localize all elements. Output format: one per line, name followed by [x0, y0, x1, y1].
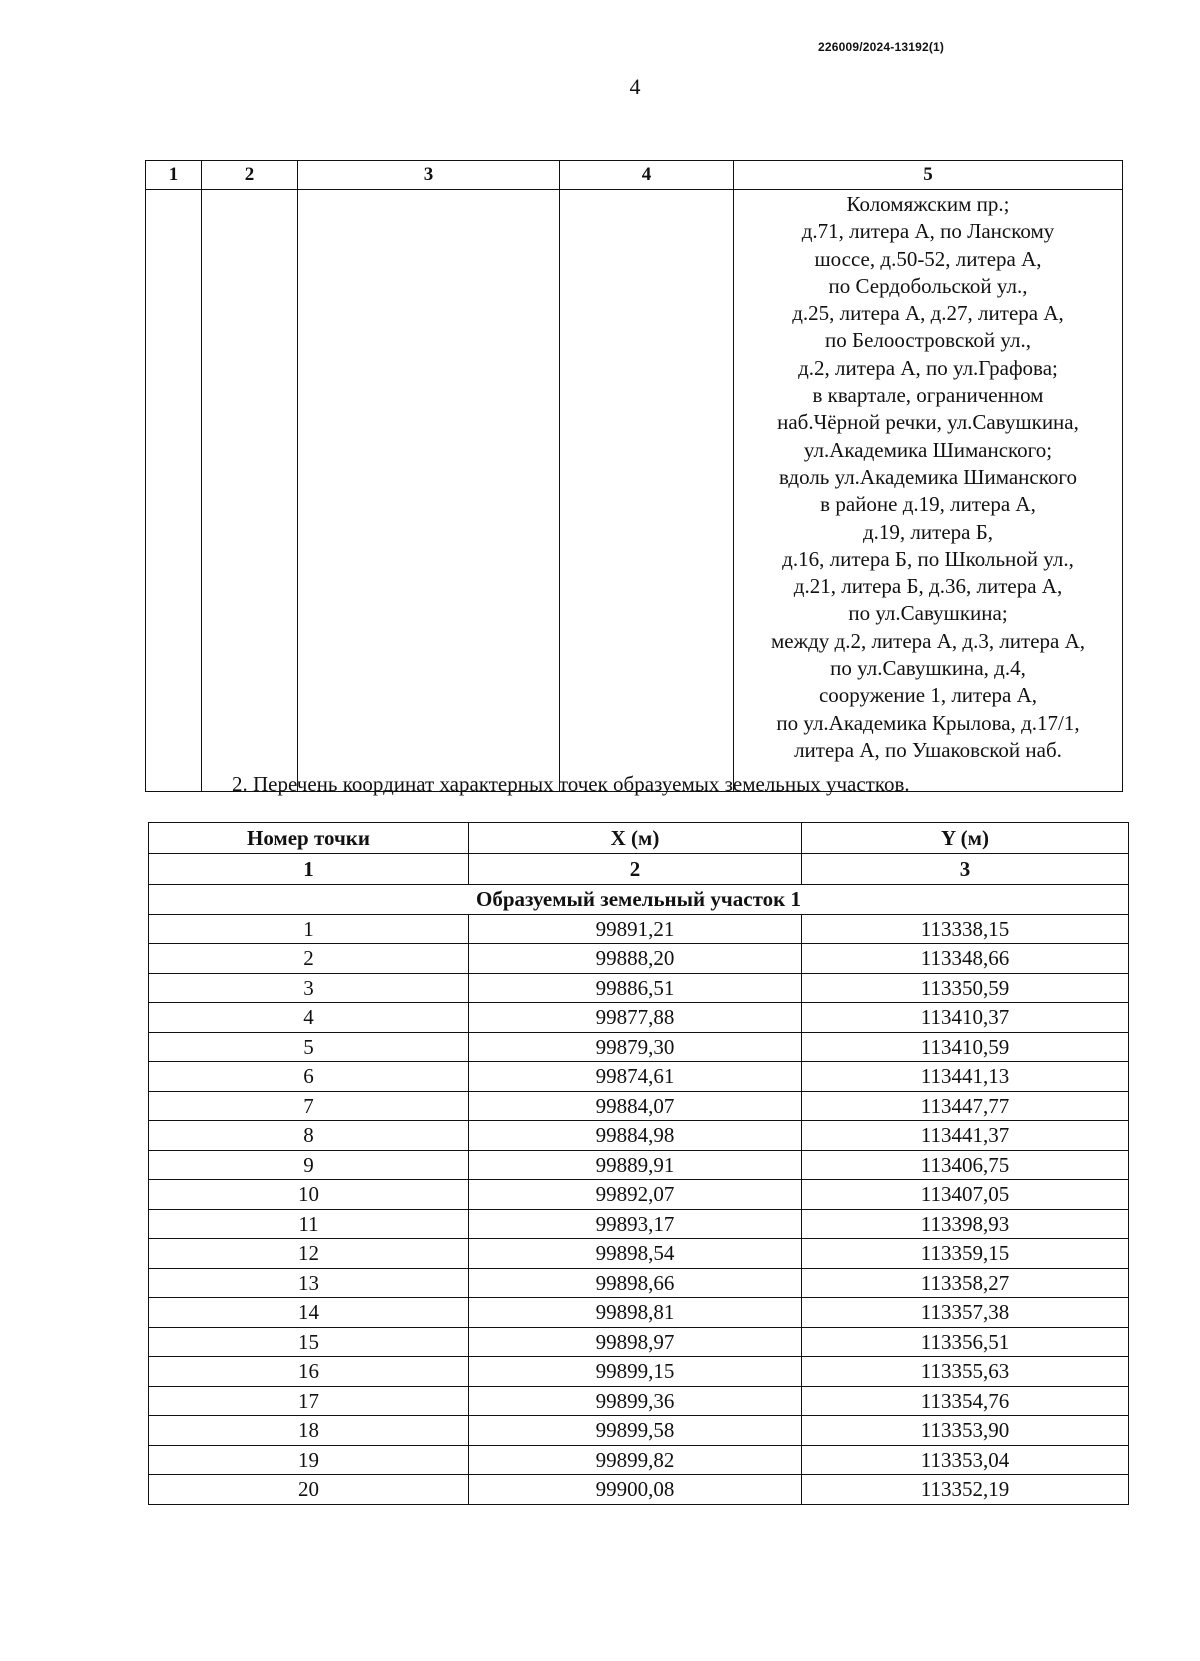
table-row [149, 1121, 1129, 1151]
header-x: X (м) [469, 823, 802, 854]
y-coordinate-cell: 113357,38 [802, 1298, 1129, 1328]
address-line: д.16, литера Б, по Школьной ул., [782, 546, 1074, 571]
x-coordinate-cell: 99892,07 [469, 1180, 802, 1210]
y-coordinate-cell: 113356,51 [802, 1327, 1129, 1357]
table-row [149, 1062, 1129, 1092]
table-row [149, 1357, 1129, 1387]
point-number-cell: 17 [149, 1386, 469, 1416]
table-row [149, 1445, 1129, 1475]
y-coordinate-cell: 113407,05 [802, 1180, 1129, 1210]
point-number-cell: 3 [149, 973, 469, 1003]
y-coordinate-cell: 113441,13 [802, 1062, 1129, 1092]
empty-cell [202, 190, 298, 792]
empty-cell [298, 190, 560, 792]
address-line: д.2, литера А, по ул.Графова; [798, 355, 1058, 380]
header-point-number: Номер точки [149, 823, 469, 854]
y-coordinate-cell: 113441,37 [802, 1121, 1129, 1151]
coordinate-rows [149, 914, 1129, 1504]
point-number-cell: 2 [149, 944, 469, 974]
y-coordinate-cell: 113350,59 [802, 973, 1129, 1003]
point-number-cell: 8 [149, 1121, 469, 1151]
point-number-cell: 13 [149, 1268, 469, 1298]
x-coordinate-cell: 99898,54 [469, 1239, 802, 1269]
point-number-cell: 20 [149, 1475, 469, 1505]
point-number-cell: 7 [149, 1091, 469, 1121]
y-coordinate-cell: 113398,93 [802, 1209, 1129, 1239]
point-number-cell: 19 [149, 1445, 469, 1475]
address-line: Коломяжским пр.; [846, 192, 1010, 216]
y-coordinate-cell: 113353,04 [802, 1445, 1129, 1475]
y-coordinate-cell: 113410,59 [802, 1032, 1129, 1062]
column-number: 3 [298, 161, 560, 190]
table-row [149, 1032, 1129, 1062]
y-coordinate-cell: 113358,27 [802, 1268, 1129, 1298]
address-line: между д.2, литера А, д.3, литера А, [770, 628, 1086, 653]
address-line: д.21, литера Б, д.36, литера А, [793, 574, 1063, 599]
address-line: по Белоостровской ул., [825, 328, 1031, 353]
table-row [149, 1386, 1129, 1416]
column-number: 2 [202, 161, 298, 190]
point-number-cell: 11 [149, 1209, 469, 1239]
column-number: 5 [734, 161, 1123, 190]
address-description-cell [734, 190, 1123, 792]
empty-cell [146, 190, 202, 792]
address-line: д.71, литера А, по Ланскому [801, 219, 1055, 244]
table-row [149, 1416, 1129, 1446]
x-coordinate-cell: 99888,20 [469, 944, 802, 974]
point-number-cell: 1 [149, 914, 469, 944]
x-coordinate-cell: 99898,97 [469, 1327, 802, 1357]
table-row [149, 1091, 1129, 1121]
address-line: литера А, по Ушаковской наб. [794, 737, 1062, 762]
x-coordinate-cell: 99874,61 [469, 1062, 802, 1092]
document-number: 226009/2024-13192(1) [818, 40, 945, 54]
x-coordinate-cell: 99879,30 [469, 1032, 802, 1062]
x-coordinate-cell: 99886,51 [469, 973, 802, 1003]
point-number-cell: 9 [149, 1150, 469, 1180]
x-coordinate-cell: 99884,98 [469, 1121, 802, 1151]
table-row [149, 1150, 1129, 1180]
address-line: сооружение 1, литера А, [818, 683, 1038, 708]
table-row [149, 1327, 1129, 1357]
y-coordinate-cell: 113355,63 [802, 1357, 1129, 1387]
x-coordinate-cell: 99899,15 [469, 1357, 802, 1387]
column-numbers-row [149, 854, 1129, 885]
section-caption: 2. Перечень координат характерных точек образуемых земельных участков. [232, 772, 910, 796]
continuation-table-header [146, 161, 1123, 190]
address-line: по Сердобольской ул., [828, 273, 1028, 298]
x-coordinate-cell: 99898,81 [469, 1298, 802, 1328]
y-coordinate-cell: 113338,15 [802, 914, 1129, 944]
column-number: 4 [560, 161, 734, 190]
address-line: шоссе, д.50-52, литера А, [814, 246, 1042, 271]
address-line: вдоль ул.Академика Шиманского [779, 464, 1077, 489]
point-number-cell: 14 [149, 1298, 469, 1328]
section-row [149, 885, 1129, 915]
table-row [149, 1268, 1129, 1298]
address-line: в квартале, ограниченном [812, 383, 1044, 408]
point-number-cell: 18 [149, 1416, 469, 1446]
point-number-cell: 4 [149, 1003, 469, 1033]
point-number-cell: 10 [149, 1180, 469, 1210]
x-coordinate-cell: 99889,91 [469, 1150, 802, 1180]
x-coordinate-cell: 99884,07 [469, 1091, 802, 1121]
table-row [149, 914, 1129, 944]
address-line: д.25, литера А, д.27, литера А, [792, 301, 1064, 326]
column-number: 1 [149, 854, 469, 885]
coordinates-table [148, 822, 1129, 1505]
y-coordinate-cell: 113406,75 [802, 1150, 1129, 1180]
point-number-cell: 15 [149, 1327, 469, 1357]
point-number-cell: 6 [149, 1062, 469, 1092]
y-coordinate-cell: 113447,77 [802, 1091, 1129, 1121]
point-number-cell: 16 [149, 1357, 469, 1387]
x-coordinate-cell: 99899,58 [469, 1416, 802, 1446]
coordinates-table-header [149, 823, 1129, 854]
address-line: по ул.Савушкина; [848, 601, 1008, 626]
table-row [149, 1239, 1129, 1269]
empty-cell [560, 190, 734, 792]
table-row [149, 1003, 1129, 1033]
continuation-table [145, 160, 1123, 792]
x-coordinate-cell: 99900,08 [469, 1475, 802, 1505]
column-number: 3 [802, 854, 1129, 885]
x-coordinate-cell: 99899,36 [469, 1386, 802, 1416]
x-coordinate-cell: 99893,17 [469, 1209, 802, 1239]
y-coordinate-cell: 113354,76 [802, 1386, 1129, 1416]
header-y: Y (м) [802, 823, 1129, 854]
column-number: 2 [469, 854, 802, 885]
table-row [149, 973, 1129, 1003]
y-coordinate-cell: 113410,37 [802, 1003, 1129, 1033]
x-coordinate-cell: 99899,82 [469, 1445, 802, 1475]
x-coordinate-cell: 99898,66 [469, 1268, 802, 1298]
table-row [149, 1180, 1129, 1210]
address-line: д.19, литера Б, [862, 519, 994, 544]
continuation-table-row [146, 190, 1123, 792]
address-line: по ул.Савушкина, д.4, [830, 656, 1026, 681]
point-number-cell: 12 [149, 1239, 469, 1269]
point-number-cell: 5 [149, 1032, 469, 1062]
address-line: по ул.Академика Крылова, д.17/1, [776, 710, 1080, 735]
table-row [149, 1209, 1129, 1239]
y-coordinate-cell: 113352,19 [802, 1475, 1129, 1505]
y-coordinate-cell: 113353,90 [802, 1416, 1129, 1446]
y-coordinate-cell: 113359,15 [802, 1239, 1129, 1269]
y-coordinate-cell: 113348,66 [802, 944, 1129, 974]
x-coordinate-cell: 99891,21 [469, 914, 802, 944]
section-title: Образуемый земельный участок 1 [149, 885, 1129, 915]
column-number: 1 [146, 161, 202, 190]
page-number: 4 [629, 74, 641, 99]
address-line: ул.Академика Шиманского; [803, 437, 1053, 462]
table-row [149, 1475, 1129, 1505]
address-line: наб.Чёрной речки, ул.Савушкина, [777, 410, 1079, 435]
address-line: в районе д.19, литера А, [820, 492, 1036, 517]
table-row [149, 1298, 1129, 1328]
x-coordinate-cell: 99877,88 [469, 1003, 802, 1033]
table-row [149, 944, 1129, 974]
